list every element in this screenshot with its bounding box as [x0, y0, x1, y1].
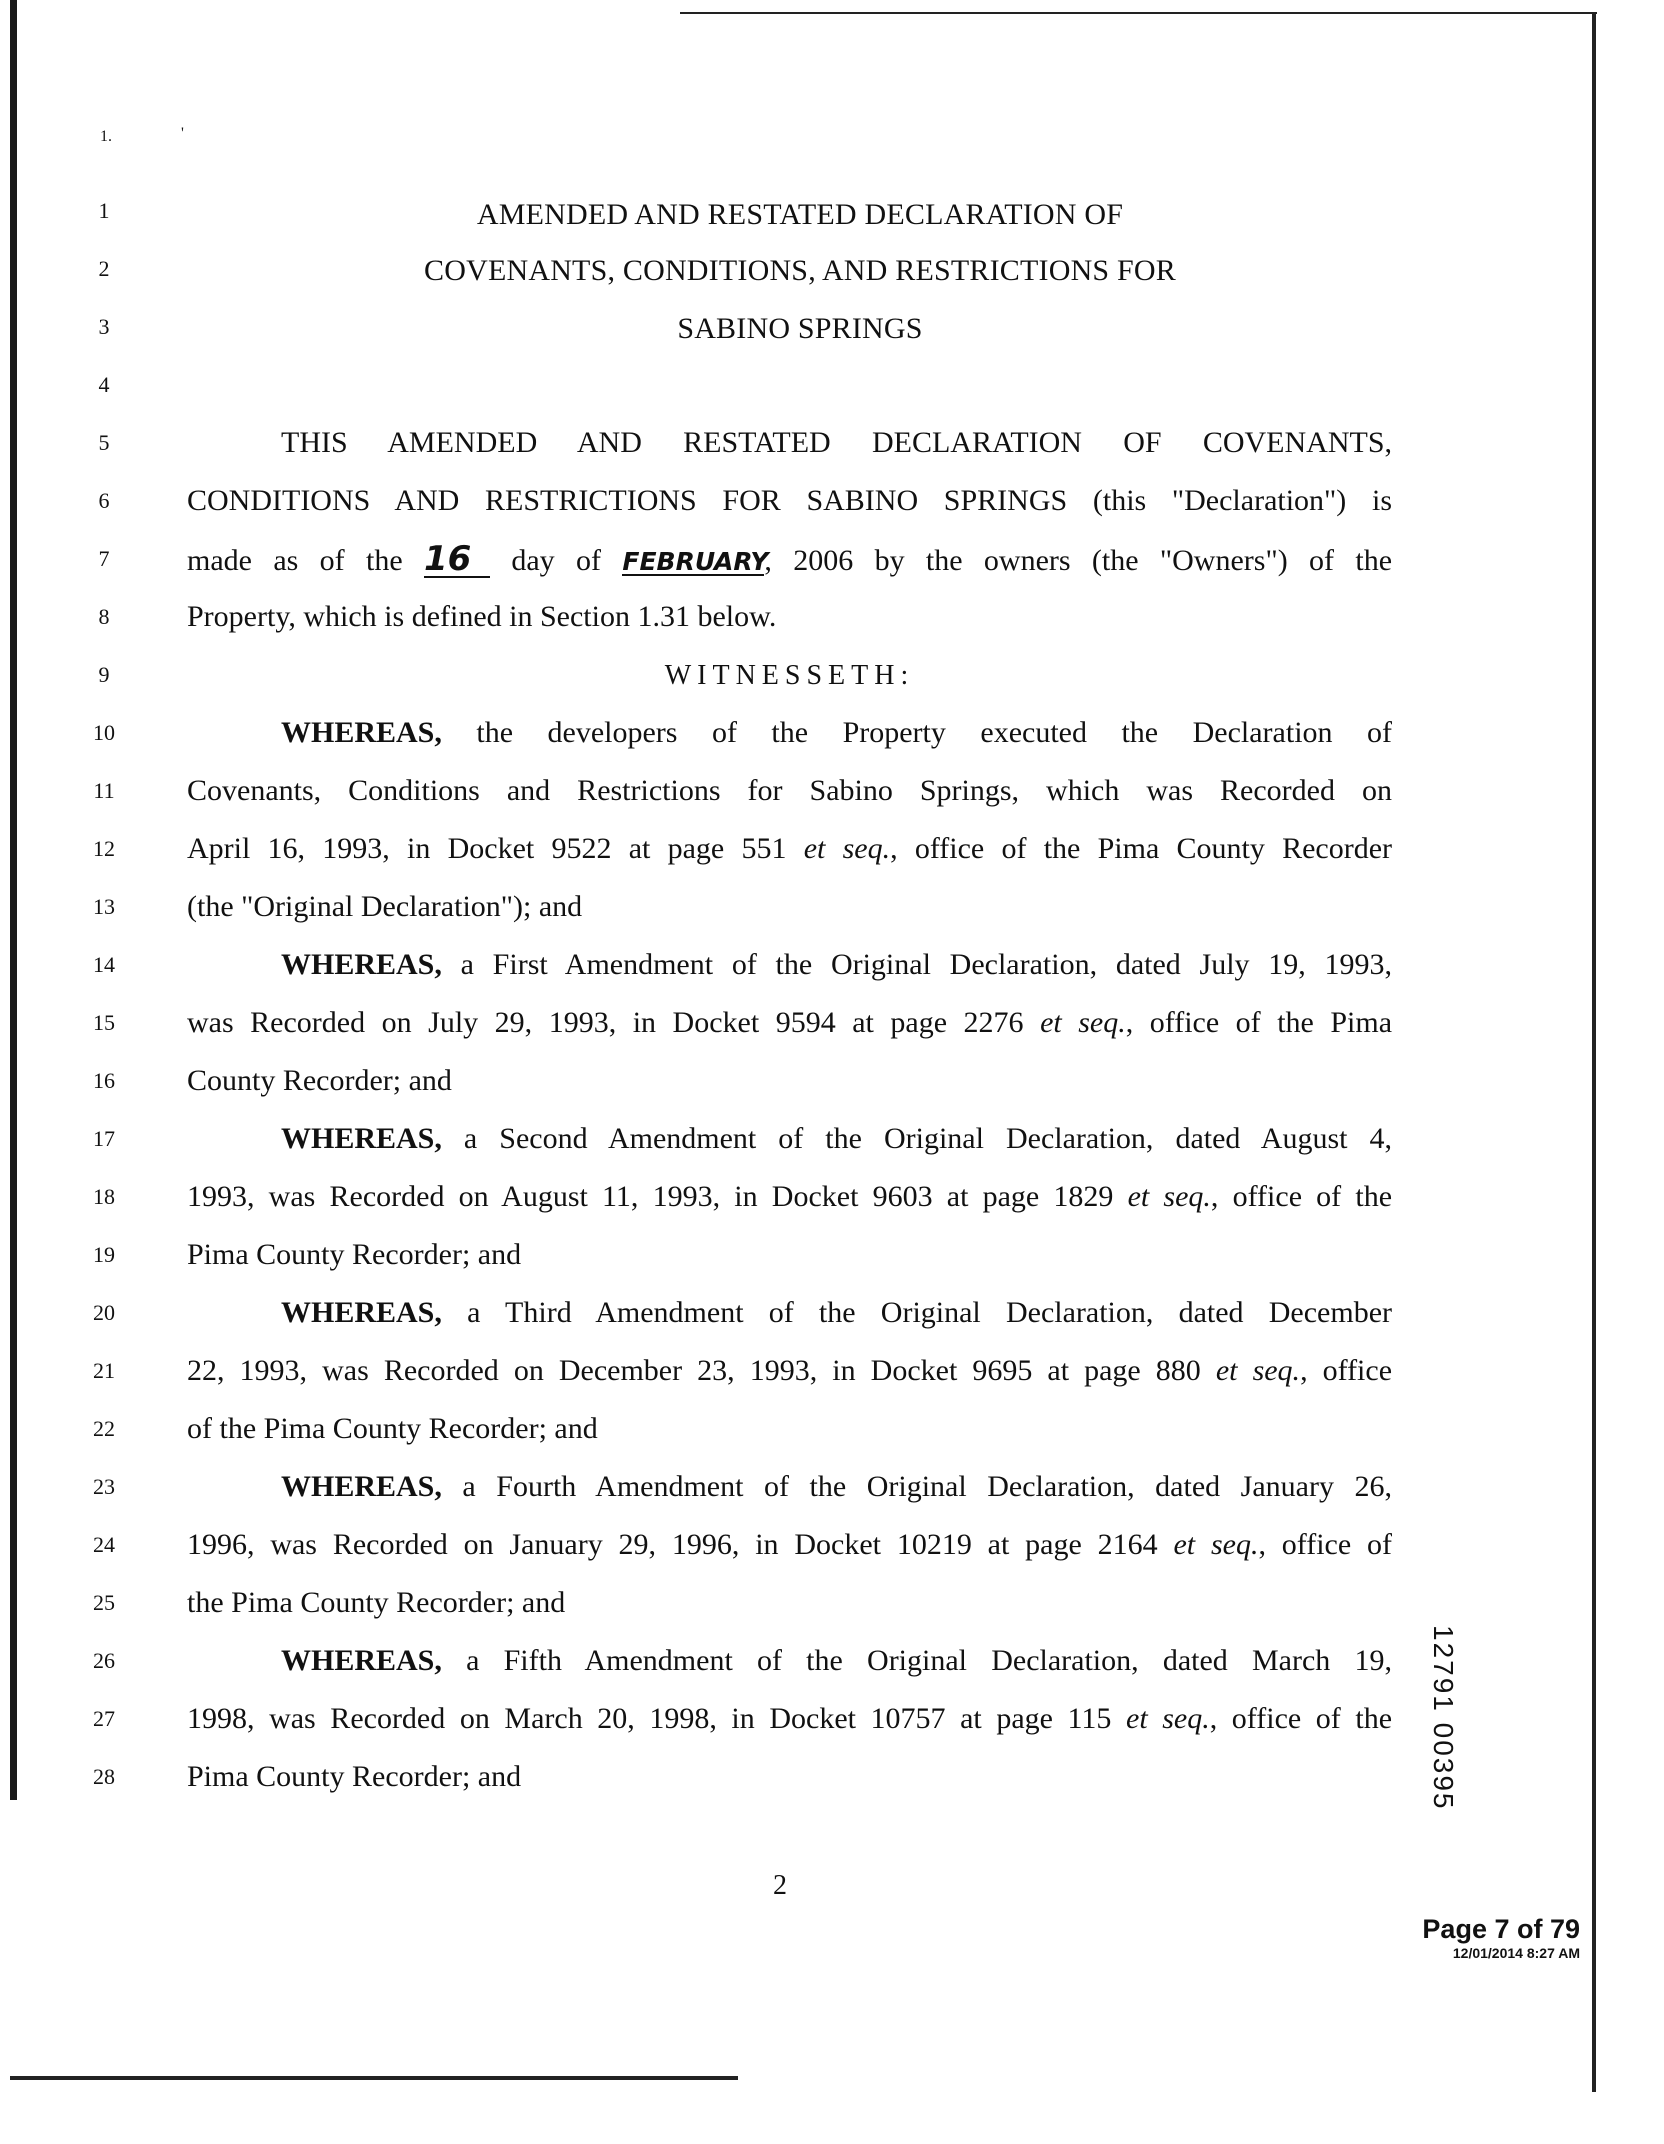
handwritten-month: FEBRUARY: [622, 547, 769, 576]
recital-text: , office of the Pima County Recorder: [890, 832, 1393, 865]
line-number: 26: [93, 1648, 115, 1673]
line-number: 7: [98, 546, 110, 571]
recital-text: a First Amendment of the Original Declaration, dated July 19, 1993,: [460, 948, 1393, 981]
line-number: 27: [93, 1706, 115, 1731]
whereas-label: WHEREAS,: [281, 1470, 442, 1503]
document-title-line: AMENDED AND RESTATED DECLARATION OF: [476, 198, 1124, 231]
line-number: 17: [93, 1126, 115, 1151]
recital-line: of the Pima County Recorder; and: [187, 1412, 598, 1445]
recital-line: [187, 1354, 1392, 1388]
intro-line: Property, which is defined in Section 1.31 below.: [187, 600, 777, 633]
recital-line: [187, 832, 1392, 866]
line-number: 22: [93, 1416, 115, 1441]
et-seq: et seq.: [803, 832, 891, 865]
recital-text: was Recorded on July 29, 1993, in Docket 9594 at page 2276: [187, 1006, 1024, 1039]
recital-line: the Pima County Recorder; and: [187, 1586, 566, 1619]
recital-text: 1996, was Recorded on January 29, 1996, in Docket 10219 at page 2164: [187, 1528, 1158, 1561]
document-title-line: COVENANTS, CONDITIONS, AND RESTRICTIONS FOR: [424, 254, 1176, 287]
recital-text: a Fourth Amendment of the Original Declaration, dated January 26,: [462, 1470, 1393, 1503]
recital-line: Pima County Recorder; and: [187, 1238, 522, 1271]
recital-line: (the "Original Declaration"); and: [187, 890, 583, 923]
intro-line: CONDITIONS AND RESTRICTIONS FOR SABINO SPRINGS (this "Declaration") is: [187, 484, 1392, 517]
whereas-label: WHEREAS,: [281, 1644, 442, 1677]
recital-line: [187, 1122, 1392, 1156]
line-number: 4: [98, 372, 110, 397]
line-number: 18: [93, 1184, 115, 1209]
whereas-label: WHEREAS,: [281, 1122, 442, 1155]
recital-line: [187, 1180, 1392, 1214]
line-number: 21: [93, 1358, 115, 1383]
recital-line: [187, 1702, 1392, 1736]
et-seq: et seq.: [1126, 1702, 1210, 1735]
witnesseth-heading: WITNESSETH:: [664, 660, 915, 691]
recital-line: [187, 1644, 1392, 1678]
recital-line: [187, 948, 1392, 982]
recital-text: 22, 1993, was Recorded on December 23, 1993, in Docket 9695 at page 880: [187, 1354, 1201, 1387]
recital-line: Covenants, Conditions and Restrictions for Sabino Springs, which was Recorded on: [187, 774, 1392, 807]
stray-mark: 1.: [100, 128, 112, 145]
scan-edge-bottom: [10, 2076, 738, 2080]
intro-line: THIS AMENDED AND RESTATED DECLARATION OF COVENANTS,: [281, 426, 1392, 459]
recital-text: , office of the: [1210, 1180, 1393, 1213]
recital-text: the developers of the Property executed the Declaration of: [476, 716, 1393, 749]
line-number: 25: [93, 1590, 115, 1615]
recital-line: [187, 1006, 1392, 1040]
recital-line: [187, 1528, 1392, 1562]
line-number: 3: [98, 314, 110, 339]
recital-text: 1998, was Recorded on March 20, 1998, in Docket 10757 at page 115: [187, 1702, 1112, 1735]
line-number: 19: [93, 1242, 115, 1267]
whereas-label: WHEREAS,: [281, 948, 442, 981]
recital-text: , office of the Pima: [1125, 1006, 1393, 1039]
line-number: 20: [93, 1300, 115, 1325]
et-seq: et seq.: [1215, 1354, 1301, 1387]
line-number: 1: [98, 198, 110, 223]
intro-text: made as of the: [187, 544, 403, 577]
recorder-page: Page 7 of 79: [1422, 1914, 1580, 1944]
line-number: 11: [93, 778, 115, 803]
line-number: 6: [98, 488, 110, 513]
line-number: 10: [93, 720, 115, 745]
line-number: 23: [93, 1474, 115, 1499]
recital-line: Pima County Recorder; and: [187, 1760, 522, 1793]
recital-text: a Third Amendment of the Original Declaration, dated December: [467, 1296, 1393, 1329]
intro-line-date: [187, 539, 1393, 579]
et-seq: et seq.: [1127, 1180, 1211, 1213]
line-number: 16: [93, 1068, 115, 1093]
line-number: 28: [93, 1764, 115, 1789]
recital-line: County Recorder; and: [187, 1064, 452, 1097]
handwritten-day: 16: [424, 542, 490, 578]
whereas-label: WHEREAS,: [281, 716, 442, 749]
intro-text: day of: [511, 544, 602, 577]
recital-text: , office of: [1258, 1528, 1393, 1561]
et-seq: et seq.: [1173, 1528, 1259, 1561]
line-number: 8: [98, 604, 110, 629]
recital-line: [187, 1470, 1392, 1504]
scan-edge-right: [1592, 12, 1596, 2092]
scan-edge-left: [10, 0, 17, 1800]
recital-text: , office: [1300, 1354, 1393, 1387]
line-number: 5: [98, 430, 110, 455]
whereas-label: WHEREAS,: [281, 1296, 442, 1329]
recital-text: April 16, 1993, in Docket 9522 at page 551: [187, 832, 787, 865]
recorder-datetime: 12/01/2014 8:27 AM: [1452, 1945, 1580, 1961]
line-number: 15: [93, 1010, 115, 1035]
line-number: 2: [98, 256, 110, 281]
line-number: 14: [93, 952, 115, 977]
recital-text: a Second Amendment of the Original Declaration, dated August 4,: [463, 1122, 1392, 1155]
recital-text: 1993, was Recorded on August 11, 1993, in Docket 9603 at page 1829: [187, 1180, 1114, 1213]
recital-text: , office of the: [1209, 1702, 1393, 1735]
line-number: 12: [93, 836, 115, 861]
recital-line: [187, 1296, 1392, 1330]
line-number: 24: [93, 1532, 115, 1557]
stray-mark: ': [181, 125, 184, 142]
page-number: 2: [773, 1870, 787, 1901]
document-title-line: SABINO SPRINGS: [677, 312, 923, 345]
recital-text: a Fifth Amendment of the Original Declaration, dated March 19,: [466, 1644, 1392, 1677]
et-seq: et seq.: [1040, 1006, 1126, 1039]
line-number: 13: [93, 894, 115, 919]
intro-text: , 2006 by the owners (the "Owners") of the: [764, 544, 1393, 577]
recital-line: [187, 716, 1392, 750]
recorder-stamp: [1380, 1914, 1580, 1961]
line-number: 9: [98, 662, 110, 687]
scan-edge-top: [680, 12, 1597, 14]
docket-side-stamp: 12791 00395: [1428, 1625, 1459, 1811]
